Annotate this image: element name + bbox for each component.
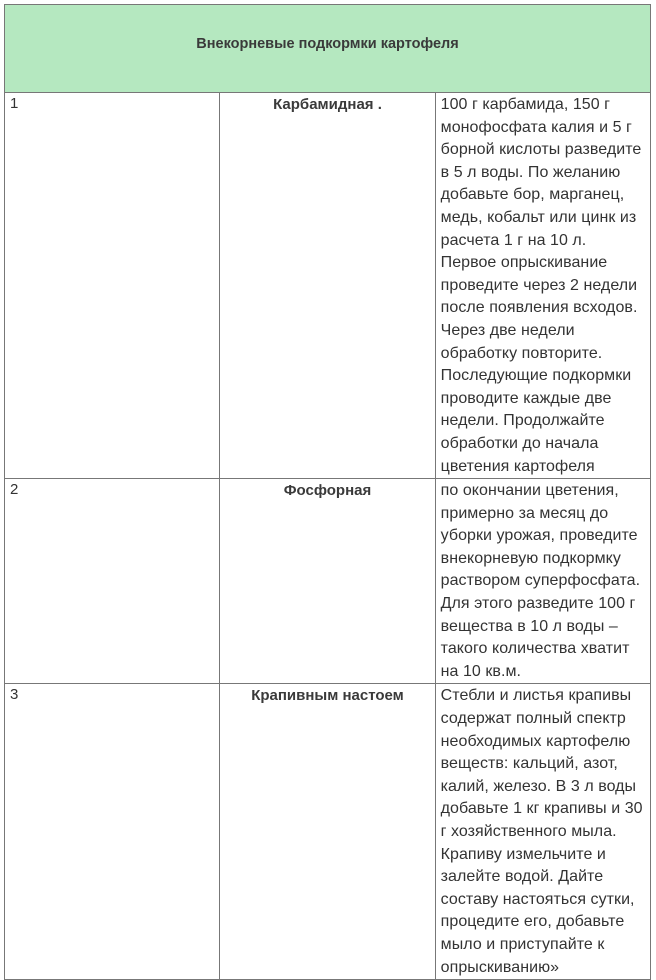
feeding-name: Крапивным настоем xyxy=(220,684,435,980)
table-row xyxy=(5,479,651,684)
feeding-table xyxy=(4,4,651,980)
row-number: 1 xyxy=(5,93,220,479)
feeding-name: Карбамидная . xyxy=(220,93,435,479)
row-number: 2 xyxy=(5,479,220,684)
table-row xyxy=(5,93,651,479)
table-row xyxy=(5,684,651,980)
row-number: 3 xyxy=(5,684,220,980)
table-header-row xyxy=(5,5,651,93)
table-title: Внекорневые подкормки картофеля xyxy=(5,5,651,93)
feeding-description: по окончании цветения, примерно за месяц до уборки урожая, проведите внекорневую подкормку раствором суперфосфата. Для этого разведите 100 г вещества в 10 л воды – такого количества хватит на 10 кв.м. xyxy=(435,479,650,684)
feeding-description: 100 г карбамида, 150 г монофосфата калия и 5 г борной кислоты разведите в 5 л воды. По желанию добавьте бор, марганец, медь, кобальт или цинк из расчета 1 г на 10 л. Первое опрыскивание проведите через 2 недели после появления всходов. Через две недели обработку повторите. Последующие подкормки проводите каждые две недели. Продолжайте обработки до начала цветения картофеля xyxy=(435,93,650,479)
feeding-name: Фосфорная xyxy=(220,479,435,684)
feeding-description: Стебли и листья крапивы содержат полный спектр необходимых картофелю веществ: кальций, азот, калий, железо. В 3 л воды добавьте 1 кг крапивы и 30 г хозяйственного мыла. Крапиву измельчите и залейте водой. Дайте составу настояться сутки, процедите его, добавьте мыло и приступайте к опрыскиванию» xyxy=(435,684,650,980)
